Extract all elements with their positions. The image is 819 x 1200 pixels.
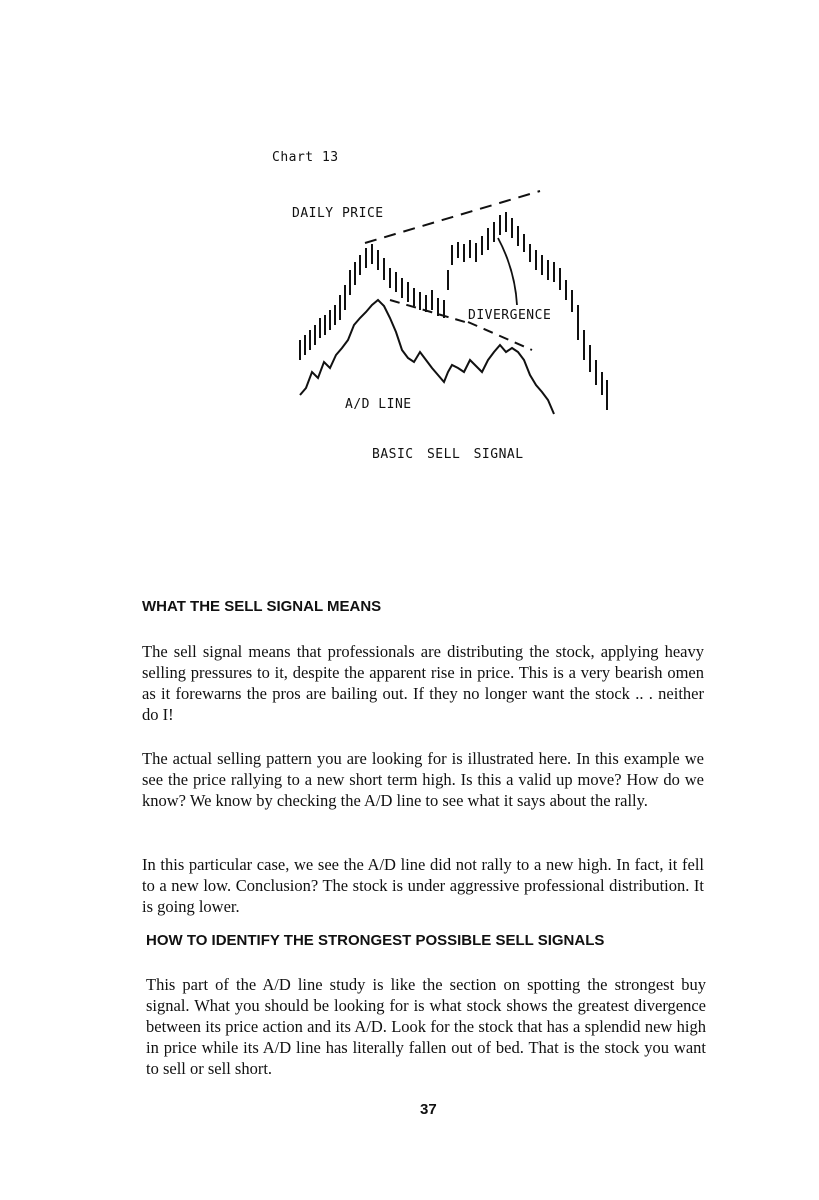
section-heading: WHAT THE SELL SIGNAL MEANS xyxy=(142,598,382,615)
ad-line xyxy=(300,300,554,414)
divergence-label: DIVERGENCE xyxy=(468,308,552,323)
section-heading: HOW TO IDENTIFY THE STRONGEST POSSIBLE SELL SIGNALS xyxy=(146,932,605,949)
page-number: 37 xyxy=(420,1101,437,1118)
chart-label: Chart 13 xyxy=(272,150,339,165)
sell-signal-diagram xyxy=(290,180,620,420)
ad-trendline-left xyxy=(390,300,465,322)
daily-price-label: DAILY PRICE xyxy=(292,206,384,221)
price-trendline xyxy=(365,191,540,243)
ad-line-label: A/D LINE xyxy=(345,397,412,412)
paragraph: The sell signal means that professionals are distributing the stock, applying heavy selling pressures to it, despite the apparent rise in price. This is a very bearish omen as it forewarns the pros are bailing out. If they no longer want the stock .. . neither do I! xyxy=(142,642,704,724)
paragraph: In this particular case, we see the A/D line did not rally to a new high. In fact, it fell to a new low. Conclusion? The stock is under aggressive professional distribution. It is going lower. xyxy=(142,855,704,916)
divergence-arc xyxy=(498,238,517,305)
figure-caption: BASIC SELL SIGNAL xyxy=(372,447,524,462)
price-bars xyxy=(300,212,607,410)
paragraph: The actual selling pattern you are looking for is illustrated here. In this example we see the price rallying to a new short term high. Is this a valid up move? How do we know? We know by checking the A/D line to see what it says about the rally. xyxy=(142,749,704,810)
paragraph: This part of the A/D line study is like the section on spotting the strongest buy signal. What you should be looking for is what stock shows the greatest divergence between its price action and its A/D. Look for the stock that has a splendid new high in price while its A/D line has literally fallen out of bed. That is the stock you want to sell or sell short. xyxy=(146,975,706,1078)
